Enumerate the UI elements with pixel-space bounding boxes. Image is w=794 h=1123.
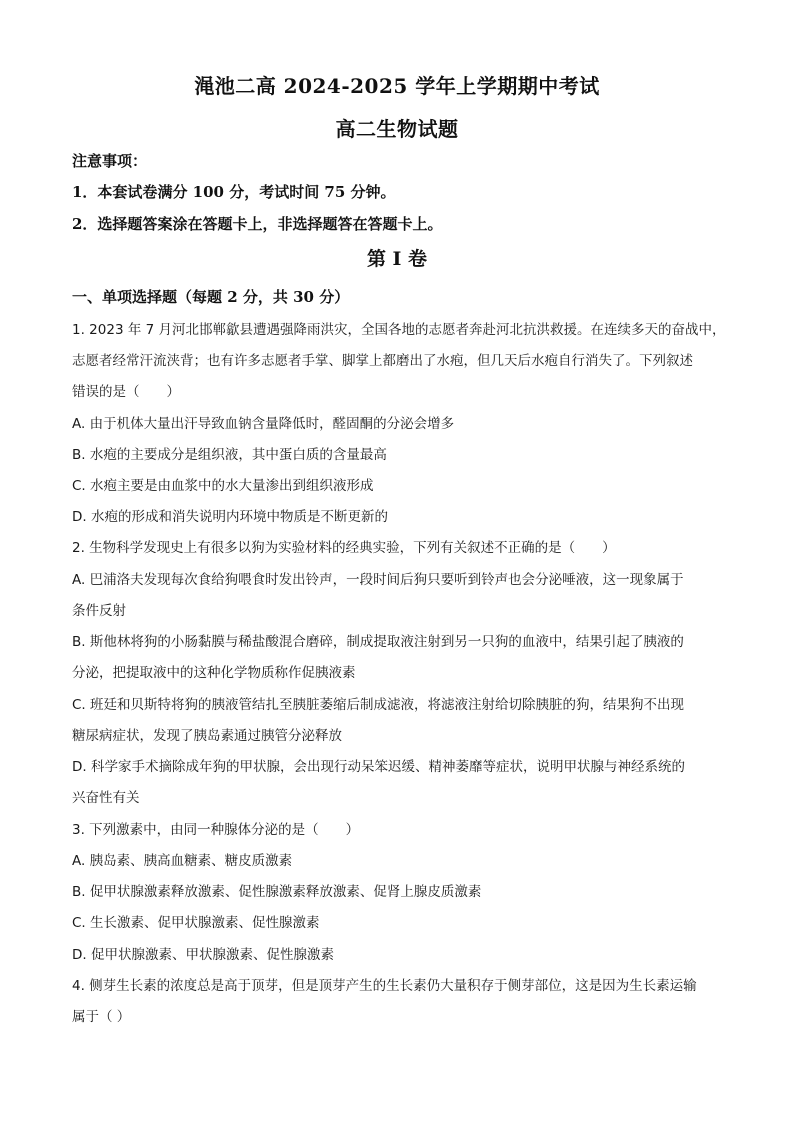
question-1-stem-line: 错误的是（ ） xyxy=(72,384,180,400)
exam-title: 渑池二高 2024-2025 学年上学期期中考试 xyxy=(194,74,600,98)
notice-item: 2．选择题答案涂在答题卡上，非选择题答在答题卡上。 xyxy=(72,215,443,233)
question-2-option-b: B. 斯他林将狗的小肠黏膜与稀盐酸混合磨碎，制成提取液注射到另一只狗的血液中，结果引起了胰液的 xyxy=(72,634,684,650)
question-2-option-c-cont: 糖尿病症状，发现了胰岛素通过胰管分泌释放 xyxy=(72,728,342,744)
question-1-option-a: A. 由于机体大量出汗导致血钠含量降低时，醛固酮的分泌会增多 xyxy=(72,416,455,432)
question-3-option-b: B. 促甲状腺激素释放激素、促性腺激素释放激素、促肾上腺皮质激素 xyxy=(72,884,482,900)
question-2-option-b-cont: 分泌，把提取液中的这种化学物质称作促胰液素 xyxy=(72,665,356,681)
question-1-option-b: B. 水疱的主要成分是组织液，其中蛋白质的含量最高 xyxy=(72,447,387,463)
question-3-option-d: D. 促甲状腺激素、甲状腺激素、促性腺激素 xyxy=(72,947,334,963)
section-title: 第 I 卷 xyxy=(366,248,428,270)
notice-item: 1．本套试卷满分 100 分，考试时间 75 分钟。 xyxy=(72,183,396,201)
question-3-option-a: A. 胰岛素、胰高血糖素、糖皮质激素 xyxy=(72,853,293,869)
question-1-option-c: C. 水疱主要是由血浆中的水大量渗出到组织液形成 xyxy=(72,478,374,494)
question-4-stem-line: 4. 侧芽生长素的浓度总是高于顶芽，但是顶芽产生的生长素仍大量积存于侧芽部位，这是因为生长素运输 xyxy=(72,978,697,994)
question-2-option-a: A. 巴浦洛夫发现每次食给狗喂食时发出铃声，一段时间后狗只要听到铃声也会分泌唾液，这一现象属于 xyxy=(72,572,684,588)
question-1-stem-line: 1. 2023 年 7 月河北邯郸歙县遭遇强降雨洪灾，全国各地的志愿者奔赴河北抗洪救援。在连续多天的奋战中， xyxy=(72,322,726,338)
question-1-stem-line: 志愿者经常汗流浃背；也有许多志愿者手掌、脚掌上都磨出了水疱，但几天后水疱自行消失了。下列叙述 xyxy=(72,353,693,369)
part-heading: 一、单项选择题（每题 2 分，共 30 分） xyxy=(72,288,350,306)
question-2-option-d-cont: 兴奋性有关 xyxy=(72,790,140,806)
question-1-option-d: D. 水疱的形成和消失说明内环境中物质是不断更新的 xyxy=(72,509,388,525)
notice-heading: 注意事项： xyxy=(72,152,148,170)
question-2-option-d: D. 科学家手术摘除成年狗的甲状腺，会出现行动呆笨迟缓、精神萎靡等症状，说明甲状腺与神经系统的 xyxy=(72,759,685,775)
question-2-option-a-cont: 条件反射 xyxy=(72,603,126,619)
question-3-stem-line: 3. 下列激素中，由同一种腺体分泌的是（ ） xyxy=(72,822,360,838)
exam-subtitle: 高二生物试题 xyxy=(335,117,459,141)
question-2-stem-line: 2. 生物科学发现史上有很多以狗为实验材料的经典实验，下列有关叙述不正确的是（ ） xyxy=(72,540,616,556)
question-4-stem-line: 属于（ ） xyxy=(72,1009,131,1025)
question-3-option-c: C. 生长激素、促甲状腺激素、促性腺激素 xyxy=(72,915,320,931)
question-2-option-c: C. 班廷和贝斯特将狗的胰液管结扎至胰脏萎缩后制成滤液，将滤液注射给切除胰脏的狗，结果狗不出现 xyxy=(72,697,685,713)
